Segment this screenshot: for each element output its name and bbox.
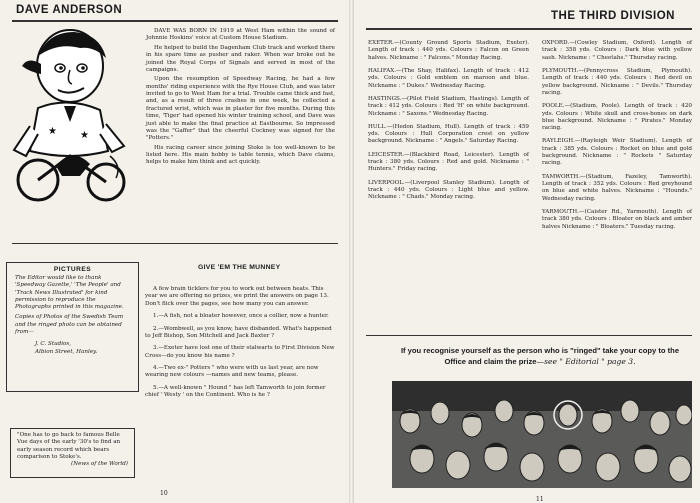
ringed-reference: —see " Editorial " page 3. (536, 357, 636, 366)
section-rule (366, 335, 692, 336)
quiz-question: 4.—Two ex-" Potters " who were with us last year, are now wearing new colours —names and new teams, please. (145, 365, 319, 379)
bio-paragraph: His racing career since joining Stoke is too well-known to be listed here. His main hobby is table tennis, which Dave claims, helps to make him think and act quickly. (146, 144, 335, 166)
ringed-text: If you recognise yourself as the person who is "ringed" take your copy to the Office and claim the prize (400, 346, 680, 366)
quiz-question: 1.—A fish, not a bloater however, once a collier, now a hunter. (153, 313, 329, 320)
club-entry: POOLE.—(Stadium, Poole). Length of track : 420 yds. Colours : White skull and cross-bones on dark blue background. Nickname : " Pirates." Monday racing. (542, 103, 692, 132)
studio-address (7, 341, 138, 356)
club-entry: RAYLEIGH.—(Rayleigh Weir Stadium). Length of track : 385 yds. Colours : Rocket on blue and gold background. Nickname : " Rockets " Saturday racing. (542, 138, 692, 167)
page-number: 11 (536, 496, 544, 503)
club-entry: LIVERPOOL.—(Liverpool Stanley Stadium). Length of track : 440 yds. Colours : Light blue and yellow. Nickname : " Chads." Monday racing. (368, 179, 529, 201)
club-entry: HULL.—(Hedon Stadium, Hull). Length of track : 459 yds. Colours : Hull Corporation crest on yellow background. Nickname : " Angels." Saturday Racing. (368, 123, 529, 145)
quiz-question: 3.—Exeter have lost one of their stalwarts to First Division New Cross—do you know his name ? (145, 345, 335, 359)
division-column-left (368, 40, 529, 208)
club-entry: EXETER.—(County Ground Sports Stadium, Exeter). Length of track : 440 yds. Colours : Falcon on Green halves. Nickname : " Falcons." Monday Racing. (368, 40, 529, 61)
page-number: 10 (160, 490, 168, 497)
quiz-intro: A few brain ticklers for you to work out between heats. This year we are offering no prizes, we print the answers on page 13. Don't flick over the pages, see how many you can answer. (145, 286, 329, 307)
ringed-notice (390, 345, 690, 367)
section-rule (12, 243, 338, 244)
pictures-text (7, 273, 138, 341)
club-entry: HASTINGS.—(Pilot Field Stadium, Hastings). Length of track : 412 yds. Colours : Red 'H' on white background. Nickname : " Saxons." Wednesday Racing. (368, 95, 529, 117)
bio-paragraph: Upon the resumption of Speedway Racing, he had a few months' riding experience with the Rye House Club, and was later invited to go to West Ham for a trial. Trouble came thick and fast, and, as a result of three crashes in one week, he collected a fractured wrist, which was in plaster for five months. During this time, 'Tiger' had opened his winter training school, and Dave was just able to make the final practice at Eastbourne. So impressed was the "Gaffer" that the cheerful Cockney was signed for the "Potters." (146, 76, 335, 142)
quote-text: "One has to go back to famous Belle Vue days of the early '30's to find an early season record which bears comparison to Stoke's. (17, 432, 121, 460)
quiz-question: 5.—A well-known " Hound " has left Tamworth to join former chief ' Westy ' on the Continent. Who is he ? (145, 384, 326, 399)
club-entry: HALIFAX.—(The Shay, Halifax). Length of track : 412 yds. Colours : Gold emblem on maroon and blue. Nickname : " Dukes." Wednesday Racing. (368, 67, 529, 89)
right-page (354, 0, 700, 503)
pictures-heading: PICTURES (53, 266, 92, 273)
club-entry: YARMOUTH.—(Caister Rd., Yarmouth). Length of track 380 yds. Colours : Bloater on black and amber halves Nickname : " Bloaters." Tuesday racing. (542, 208, 692, 230)
quiz-question: 2.—Wombwell, as you know, have disbanded. What's happened to Jeff Bishop, Son Mitchell and Jack Baxter ? (145, 325, 332, 339)
studio-name: J. C. Studios, (35, 341, 72, 348)
studio-street: Albion Street, Hanley. (35, 348, 98, 355)
division-column-right (542, 40, 692, 237)
munney-heading: GIVE 'EM THE MUNNEY (198, 264, 281, 271)
title-rule (366, 28, 692, 30)
page-title: DAVE ANDERSON (16, 4, 123, 16)
crowd-photograph (392, 381, 692, 488)
club-entry: LEICESTER.—(Blackbird Road, Leicester). Length of track : 380 yds. Colours : Red and gold. Nickname : " Hunters." Friday racing. (368, 151, 529, 173)
svg-text:★: ★ (48, 126, 57, 137)
bio-paragraph: DAVE WAS BORN IN 1919 at West Ham within the sound of Johnnie Hoskins' voice at Custom House Stadium. (146, 28, 335, 42)
club-entry: TAMWORTH.—(Stadium, Fazeley, Tamworth). Length of track : 352 yds. Colours : Red greyhound on blue and white halves. Nickname : "Hounds." Wednesday racing. (542, 173, 692, 202)
bio-text (146, 28, 335, 169)
quote-source: (News of the World) (71, 461, 128, 468)
pictures-thanks: The Editor would like to thank 'Speedway Gazette,' 'The People' and 'Track News Illustrated' for kind permission to reproduce the Photographs printed in this magazine. (15, 275, 124, 311)
club-entry: OXFORD.—(Cowley Stadium, Oxford). Length of track : 358 yds. Colours : Dark blue with yellow sash. Nickname : " Cheetahs." Thursday racing. (542, 40, 692, 61)
press-quote-box (10, 428, 135, 478)
quiz-text (145, 286, 335, 405)
rider-caricature-illustration (8, 26, 130, 206)
pictures-copies: Copies of Photos of the Swedish Team and the ringed photo can be obtained from— (15, 314, 124, 335)
svg-text:★: ★ (80, 130, 89, 141)
title-rule (12, 20, 338, 22)
page-title: THE THIRD DIVISION (550, 10, 675, 22)
club-entry: PLYMOUTH.—(Pennycross Stadium, Plymouth). Length of track : 440 yds. Colours : Red devil on yellow background. Nickname : " Devils." Thursday racing. (542, 67, 692, 96)
bio-paragraph: He helped to build the Dagenham Club track and worked there in his spare time as pusher and raker. When war broke out he joined the Royal Corps of Signals and served in most of the campaigns. (146, 44, 335, 73)
pictures-box (6, 262, 139, 392)
